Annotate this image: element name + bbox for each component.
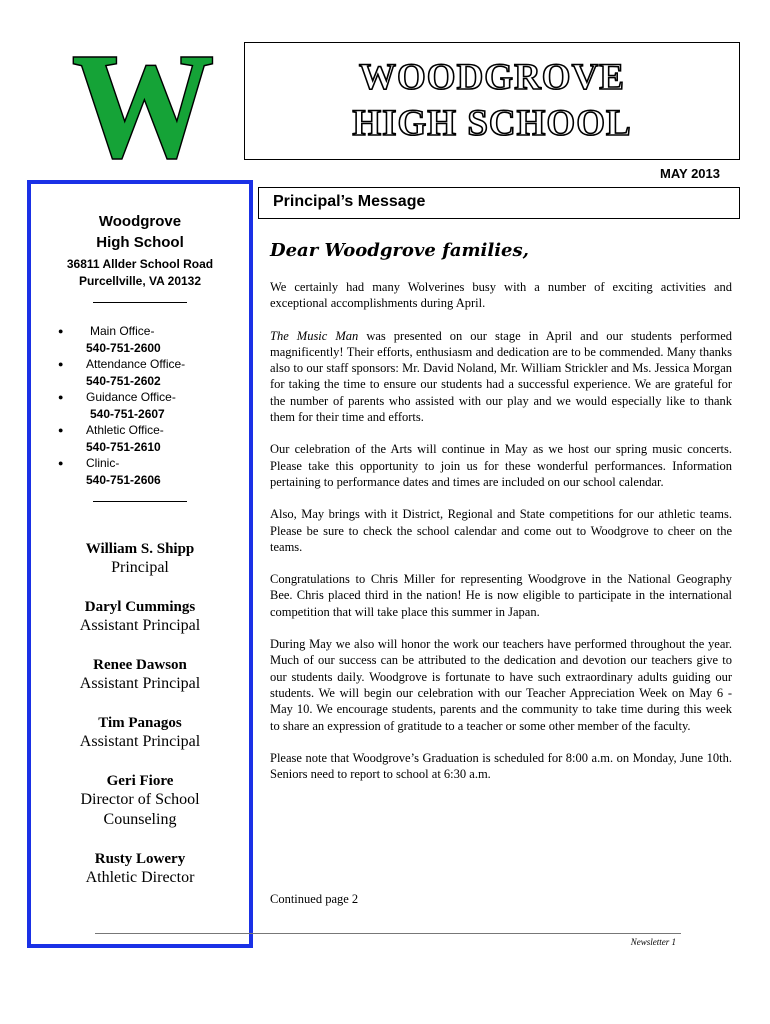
staff-name: William S. Shipp [85,541,195,557]
bullet-icon: ● [58,326,64,336]
school-logo [70,44,216,164]
office-phone: 540-751-2600 [86,340,161,355]
address-line-1: 36811 Allder School Road [66,257,214,271]
office-label: Clinic- [86,456,120,470]
section-heading: Principal’s Message [273,193,426,210]
staff-name: Geri Fiore [106,773,174,789]
message-body [270,279,732,798]
office-label: Guidance Office- [86,390,176,404]
staff-name: Renee Dawson [93,657,187,673]
title-line-1: WOODGROVE [359,57,625,98]
continued-note: Continued page 2 [270,892,359,906]
bullet-icon: ● [58,425,64,435]
staff-name: Tim Panagos [98,715,182,731]
paragraph: Congratulations to Chris Miller for representing Woodgrove in the National Geography Bee. Chris placed third in the nation! He is now eligible to participate in the international competition that will take place this summer in Japan. [270,572,732,619]
divider [93,501,187,502]
salutation: Dear Woodgrove families, [270,240,529,261]
school-name-line-1: Woodgrove [98,213,182,230]
staff-title: Assistant Principal [79,617,201,634]
play-title: The Music Man [270,328,359,343]
staff-title: Assistant Principal [79,733,201,750]
paragraph: Our celebration of the Arts will continue in May as we host our spring music concerts. Please take this opportunity to join us for these wonderful performances. Information pertaining to performance dates and times are included on our school calendar. [270,442,732,489]
bullet-icon: ● [58,359,64,369]
issue-date: MAY 2013 [660,166,720,181]
staff-title: Principal [111,559,169,576]
paragraph: Please note that Woodgrove’s Graduation is scheduled for 8:00 a.m. on Monday, June 10th. Seniors need to report to school at 6:30 a.m. [270,750,732,782]
staff-entry [31,850,249,888]
staff-entry [31,656,249,694]
staff-entry [31,540,249,578]
title-line-2: HIGH SCHOOL [352,103,632,144]
office-label: Main Office- [90,324,155,338]
office-item [31,389,249,422]
staff-title: Director of School [80,791,200,808]
sidebar [27,180,253,948]
office-item [31,323,249,356]
office-label: Athletic Office- [86,423,164,437]
footer-page-label: Newsletter 1 [630,937,676,947]
office-phone: 540-751-2607 [90,406,165,421]
paragraph: Also, May brings with it District, Regional and State competitions for our athletic teams. Please be sure to check the school calendar and come out to Woodgrove to cheer on the teams. [270,507,732,554]
office-list [31,323,249,488]
paragraph-text: was presented on our stage in April and our students performed magnificently! Their efforts, enthusiasm and dedication are to be commended. Many thanks also to our staff sponsors: Mr. David Noland, Mr. William Strickler and Ms. Jessica Morgan for taking the time to ensure our students had a successful experience. We are grateful for the number of parents who assisted with our play and we would especially like to thank them for their time and efforts. [270,328,733,425]
address-line-2: Purcellville, VA 20132 [78,274,202,288]
staff-entry [31,598,249,636]
staff-entry [31,714,249,752]
principals-message-header [258,187,740,219]
staff-name: Rusty Lowery [94,851,186,867]
office-item [31,356,249,389]
paragraph: During May we also will honor the work our teachers have performed throughout the year. Much of our success can be attributed to the dedication and devotion our teachers give to our students daily. Woodgrove is fortunate to have such extraordinary adults guiding our students. We will begin our celebration with our Teacher Appreciation Week on May 6 - May 10. We encourage students, parents and the community to take time during this week to share an expression of gratitude to a teacher or some other member of the faculty. [270,637,732,733]
bullet-icon: ● [58,392,64,402]
staff-title: Assistant Principal [79,675,201,692]
staff-title-cont: Counseling [103,811,177,828]
staff-entry [31,772,249,830]
school-name-line-2: High School [96,234,184,251]
paragraph [270,328,732,426]
footer-divider [95,933,681,934]
divider [93,302,187,303]
bullet-icon: ● [58,458,64,468]
office-item [31,455,249,488]
office-item [31,422,249,455]
staff-title: Athletic Director [85,869,195,886]
logo-letter: W [72,44,214,164]
office-phone: 540-751-2602 [86,373,161,388]
office-phone: 540-751-2610 [86,439,161,454]
masthead-title-box [244,42,740,160]
office-label: Attendance Office- [86,357,186,371]
office-phone: 540-751-2606 [86,472,161,487]
paragraph: We certainly had many Wolverines busy with a number of exciting activities and exceptional accomplishments during April. [270,280,732,311]
staff-name: Daryl Cummings [84,599,196,615]
